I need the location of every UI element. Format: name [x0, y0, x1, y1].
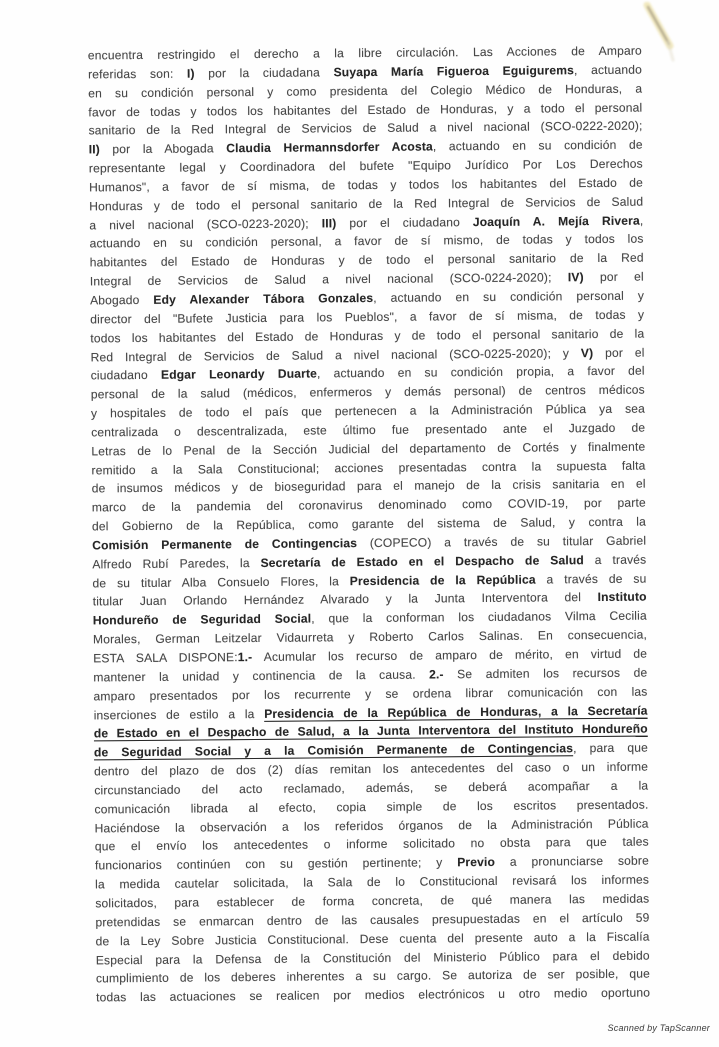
text-run: remitido a la Sala Constitucional; acciones presentadas contra la supuesta falta [91, 458, 646, 477]
text-run: Especial para la Defensa de la Constitución del Ministerio Público para el debido [95, 948, 650, 967]
text-run: a través de su [535, 571, 647, 587]
text-run: marco de la pandemia del coronavirus denominado como COVID-19, por parte [91, 495, 646, 515]
text-run: Abogado [89, 292, 154, 308]
text-run: , actuando en su condición propia, a favor del [316, 363, 645, 381]
text-run: comunicación librada al efecto, copia simple de los escritos presentados. [94, 797, 649, 817]
page-fold-artifact [640, 2, 682, 64]
text-run: por la Abogada [99, 141, 227, 157]
document-line [96, 984, 650, 1008]
text-run: inserciones de estilo a la [93, 706, 265, 722]
bold-run: Previo [457, 855, 496, 870]
text-run: Se admiten los recursos de [443, 665, 648, 682]
text-run: dentro del plazo de dos (2) días remitan los antecedentes del caso o un informe [94, 759, 649, 779]
text-run: todas las actuaciones se realicen por medios electrónicos u otro medio oportuno [96, 985, 651, 1005]
text-run: de la Ley Sobre Justicia Constitucional. Dese cuenta del presente auto a la Fiscalía [95, 929, 650, 949]
text-run: a través [583, 552, 647, 567]
text-run: , [639, 213, 644, 228]
text-run: en su condición personal y como presidenta del Colegio Médico de Honduras, a [88, 81, 643, 101]
text-run: sanitario de la Red Integral de Servicios de Salud a nivel nacional (SCO-0222-2020); [88, 118, 643, 138]
text-run: del Gobierno de la República, como garante del sistema de Salud, y contra la [91, 514, 647, 534]
bold-run: 2.- [429, 667, 444, 682]
bold-run: III) [321, 215, 337, 230]
text-run: director del "Bufete Justicia para los Pueblos", a favor de sí misma, de todas y [90, 307, 645, 327]
text-run: Red Integral de Servicios de Salud a nivel nacional (SCO-0225-2020); y [90, 345, 581, 364]
text-run: Humanos", a favor de sí misma, de todas y todos los habitantes del Estado de [88, 175, 644, 195]
text-run: mantener la unidad y continencia de la causa. [93, 667, 430, 685]
bold-underlined-run: de Seguridad Social y a la Comisión Permanente de Contingencias [93, 741, 574, 760]
bold-run: Comisión Permanente de Contingencias [92, 536, 358, 553]
text-run: a pronunciarse sobre [494, 853, 649, 870]
text-run: funcionarios continúen con su gestión pertinente; y [94, 855, 458, 873]
text-run: Integral de Servicios de Salud a nivel nacional (SCO-0224-2020); [89, 270, 568, 289]
text-run: referidas son: [87, 66, 188, 82]
text-run: Honduras y de todo el personal sanitario de la Red Integral de Servicios de Salud [89, 194, 644, 214]
text-run: habitantes del Estado de Honduras y de todo el personal sanitario de la Red [89, 250, 644, 270]
bold-run: IV) [567, 270, 584, 285]
bold-run: 1.- [237, 650, 253, 665]
text-run: por el [593, 345, 645, 360]
text-run: todos los habitantes del Estado de Honduras y de todo el personal sanitario de la [90, 326, 645, 346]
text-run: personal de la salud (médicos, enfermeros y demás personal) de centros médicos [90, 382, 645, 402]
text-run: actuando en su condición personal, a favor de sí mismo, de todas y todos los [89, 232, 644, 251]
bold-run: Suyapa María Figueroa Eguigurems [333, 63, 575, 80]
text-run: a nivel nacional (SCO-0223-2020); [89, 215, 322, 233]
bold-run: Edy Alexander Tábora Gonzales [153, 290, 374, 307]
text-run: titular Juan Orlando Hernández Alvarado y la Junta Interventora del [92, 590, 598, 609]
bold-run: Edgar Leonardy Duarte [160, 366, 318, 383]
document-text [88, 42, 650, 1008]
bold-run: I) [186, 66, 195, 81]
bold-run: Instituto [597, 590, 647, 605]
text-run: Acumular los recurso de amparo de mérito, en virtud de [252, 646, 648, 665]
text-run: que el envío los antecedentes o informe solicitado no obsta para que tales [94, 835, 649, 854]
text-run: , para que [572, 740, 649, 756]
text-run: , actuando en su condición de [432, 137, 643, 154]
bold-underlined-run: de Estado en el Despacho de Salud, a la Junta Interventora del Instituto Hondureño [93, 721, 648, 741]
scan-attribution: Scanned by TapScanner [607, 1023, 710, 1033]
text-run: amparo presentados por los recurrente y se ordena librar comunicación con las [93, 684, 648, 704]
text-run: , actuando [573, 62, 643, 78]
bold-underlined-run: Presidencia de la República de Honduras, a la Secretaría [264, 703, 648, 721]
text-run: Morales, German Leitzelar Vidaurreta y Roberto Carlos Salinas. En consecuencia, [92, 627, 648, 647]
text-run: Letras de lo Penal de la Sección Judicial del departamento de Cortés y finalmente [91, 439, 646, 459]
text-run: ESTA SALA DISPONE: [93, 650, 238, 666]
text-run: encuentra restringido el derecho a la libre circulación. Las Acciones de Amparo [87, 43, 642, 63]
text-run: , que la conforman los ciudadanos Vilma Cecilia [311, 608, 647, 626]
text-run: la medida cautelar solicitada, la Sala de lo Constitucional revisará los informes [95, 872, 650, 892]
fold-line-icon [640, 2, 682, 64]
text-run: Alfredo Rubí Paredes, la [92, 555, 261, 572]
text-run: ciudadano [90, 368, 162, 383]
bold-run: Presidencia de la República [349, 572, 536, 588]
text-run: Haciéndose la observación a los referidos órganos de la Administración Pública [94, 816, 649, 835]
text-run: y hospitales de todo el país que pertenecen a la Administración Pública ya sea [90, 401, 646, 421]
bold-run: V) [580, 345, 594, 360]
text-run: pretendidas se enmarcan dentro de las causales presupuestadas en el artículo 59 [95, 910, 650, 930]
text-run: por el [583, 269, 644, 285]
text-run: centralizada o descentralizada, este último fue presentado ante el Juzgado de [91, 420, 646, 440]
text-run: circunstanciado del acto reclamado, además, se deberá acompañar a la [94, 778, 649, 798]
bold-run: Claudia Hermannsdorfer Acosta [226, 139, 433, 156]
text-run: (COPECO) a través de su titular Gabriel [357, 533, 647, 551]
text-run: , actuando en su condición personal y [373, 288, 645, 305]
text-run: de su titular Alba Consuelo Flores, la [92, 573, 350, 591]
bold-run: Secretaría de Estado en el Despacho de Salud [260, 552, 584, 570]
text-run: representante legal y Coordinadora del bufete "Equipo Jurídico Por Los Derechos [88, 156, 643, 176]
bold-run: Joaquín A. Mejía Rivera [472, 213, 640, 229]
text-run: por el ciudadano [336, 214, 473, 230]
text-run: favor de todas y todos los habitantes del Estado de Honduras, y a todo el personal [88, 100, 643, 119]
text-run: cumplimiento de los deberes inherentes a su cargo. Se autoriza de ser posible, que [95, 966, 650, 986]
text-run: de insumos médicos y de bioseguridad para el manejo de la crisis sanitaria en el [91, 476, 646, 496]
bold-run: Hondureño de Seguridad Social [92, 611, 312, 628]
text-run: solicitados, para establecer de forma concreta, de qué manera las medidas [95, 891, 650, 911]
text-run: por la ciudadana [194, 65, 334, 81]
bold-run: II) [88, 142, 100, 157]
